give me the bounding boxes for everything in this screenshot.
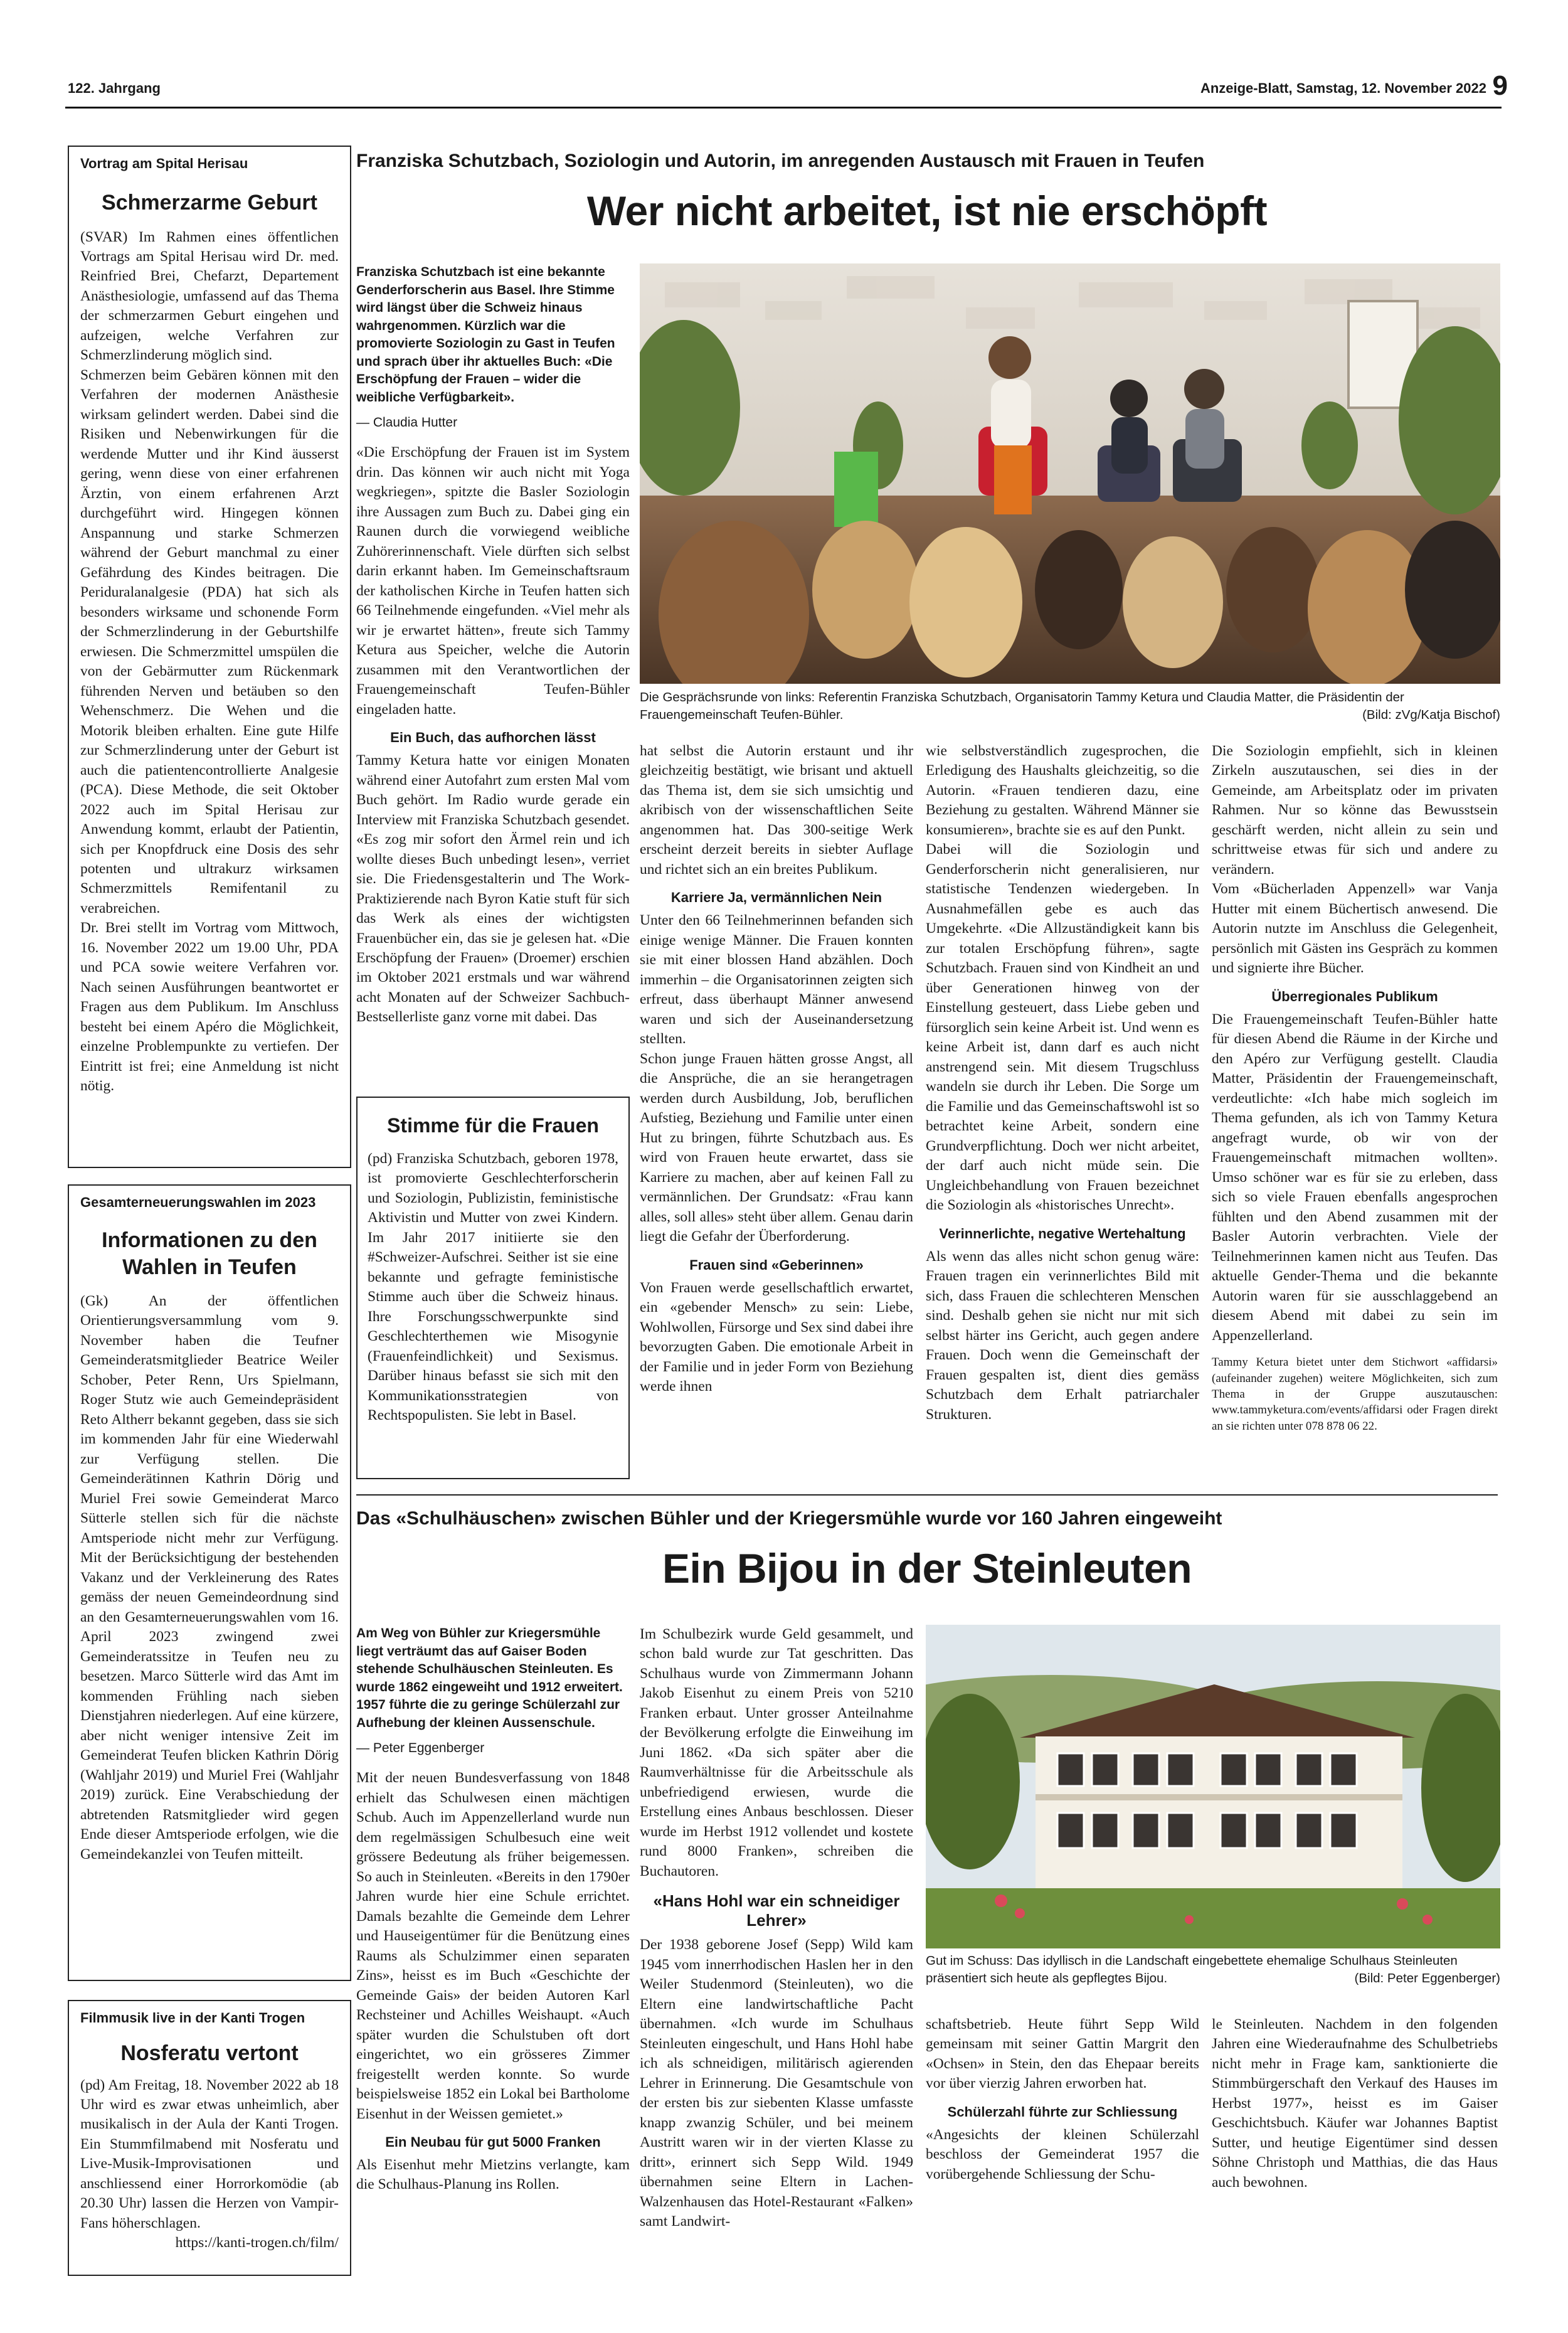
- photo-illustration: [926, 1625, 1500, 1948]
- subheading: Frauen sind «Geberinnen»: [689, 1257, 864, 1273]
- paragraph: Die Frauengemeinschaft Teufen-Bühler hatte für diesen Abend die Räume in der Kirche und den Apéro zur Verfügung gestellt. Claudia Matter, Präsidentin der Frauengemeinschaft, verdeutlichte: «Ich habe mich sogleich im Thema gefunden, als ich von Tammy Ketura angefragt wurde, ob wir von der Frauengemeinschaft mitmachen wollten». Umso schöner war es für sie zu erleben, dass sich so viele Frauen ebenfalls angesprochen fühlten und den Abend zusammen mit der Basler Autorin verbrachten. Viele der Teilnehmerinnen kamen nicht aus Teufen. Das aktuelle Gender-Thema und die bekannte Autorin waren für sie ausschlaggebend an diesem Abend mit dabei zu sein im Appenzellerland.: [1212, 1011, 1498, 1344]
- photo-caption: [640, 689, 1500, 724]
- photo-illustration: [640, 263, 1500, 684]
- subheading: Schülerzahl führte zur Schliessung: [947, 2103, 1178, 2120]
- photo-conversation-round: [640, 263, 1500, 684]
- paragraph: Mit der neuen Bundesverfassung von 1848 erhielt das Schulwesen einen mächtigen Schub. Auch im Appenzellerland wurde nun dem regelmässigen Schulbesuch eine weit grössere Bedeutung als früher beigemessen. So auch in Steinleuten. «Bereits in den 1790er Jahren wurde hier eine Schule errichtet. Damals bezahlte die Gemeinde dem Lehrer und Hauseigentümer für die Benützung eines Raums als Schulzimmer einen separaten Zins», heisst es im Buch «Geschichte der Gemeinde Gais» der beiden Autoren Karl Rechsteiner und Achilles Weishaupt. «Auch später wurden die Schulstuben oft dort eingerichtet, wo ein grösseres Zimmer freigestellt werden konnte. So wurde beispielsweise 1852 ein Lokal bei Bartholome Eisenhut in der Weissen gemietet.»: [356, 1770, 630, 2122]
- subheading: «Hans Hohl war ein schneidiger Lehrer»: [653, 1891, 900, 1930]
- paragraph: Vom «Bücherladen Appenzell» war Vanja Hutter mit einem Büchertisch anwesend. Die Autorin nutzte im Anschluss die Gelegenheit, persönlich mit Gästen ins Gespräch zu kommen und signierte ihre Bücher.: [1212, 881, 1498, 977]
- byline: — Peter Eggenberger: [356, 1741, 485, 1756]
- photo-caption: [926, 1952, 1500, 1987]
- caption-text: Gut im Schuss: Das idyllisch in die Landschaft eingebettete ehemalige Schulhaus Steinleuten präsentiert sich heute als gepflegtes Bijou.: [926, 1953, 1458, 1985]
- sidebar-box-elections: [68, 1184, 351, 1981]
- subheading: Ein Buch, das aufhorchen lässt: [390, 730, 596, 746]
- page-number: 9: [1492, 70, 1508, 101]
- paragraph: hat selbst die Autorin erstaunt und ihr gleichzeitig bestätigt, wie brisant und aktuell das Thema ist, dem sie sich umsichtig und akribisch von der wissenschaftlichen Seite angenommen hat. Das 300-seitige Werk erscheint derzeit bereits in siebter Auflage und richtet sich an ein breites Publikum.: [640, 743, 913, 878]
- paragraph: Unter den 66 Teilnehmerinnen befanden sich einige wenige Männer. Die Frauen konnten sie mit einer blossen Hand abzählen. Doch immerhin – die Organisatorinnen zeigten sich erfreut, dass überhaupt Männer anwesend waren und sich der Auseinandersetzung stellten.: [640, 912, 913, 1048]
- byline: — Claudia Hutter: [356, 415, 458, 430]
- infobox-title: Stimme für die Frauen: [387, 1114, 599, 1137]
- paragraph: Die Soziologin empfiehlt, sich in kleinen Zirkeln auszutauschen, sei dies in der Gemeinde, am Arbeitsplatz oder im privaten Rahmen. Nur so könne das Bewusstsein geschärft werden, nicht allein zu sein und schrittweise etwas für sich und andere zu verändern.: [1212, 743, 1498, 878]
- article-kicker: Das «Schulhäuschen» zwischen Bühler und der Kriegersmühle wurde vor 160 Jahren eingeweiht: [356, 1508, 1222, 1529]
- paragraph: Tammy Ketura hatte vor einigen Monaten während einer Autofahrt zum ersten Mal vom Buch gehört. Im Radio wurde gerade ein Interview mit Franziska Schutzbach gesendet. «Es zog mir sofort den Ärmel rein und ich wollte dieses Buch unbedingt lesen», verriet sie. Die Friedensgestalterin und The Work-Praktizierende nach Byron Katie stuft für sich das Werk als eines der wichtigsten Frauenbücher ein, das sie je gelesen hat. «Die Erschöpfung der Frauen» (Droemer) erschien im Oktober 2021 erstmals und war während acht Monaten auf der Schweizer Sachbuch-Bestsellerliste ganz vorne mit dabei. Das: [356, 752, 630, 1026]
- subheading: Karriere Ja, vermännlichen Nein: [670, 890, 882, 906]
- paragraph: «Die Erschöpfung der Frauen ist im System drin. Das können wir auch nicht mit Yoga wegkriegen», spitzte die Basler Soziologin ihre Aussagen zum Buch zu. Dabei ging ein Raunen durch die vorwiegend weibliche Zuhörerinnenschaft. Viele dürften sich selbst darin erkannt haben. Im Gemeinschaftsraum der katholischen Kirche in Teufen hatten sich 66 Teilnehmende eingefunden. «Viel mehr als wir je erwartet hätten», freute sich Tammy Ketura aus Speicher, welche die Autorin zusammen mit den Verantwortlichen der Frauengemeinschaft Teufen-Bühler eingeladen hatte.: [356, 444, 630, 718]
- paragraph: Von Frauen werde gesellschaftlich erwartet, ein «gebender Mensch» zu sein: Liebe, Wohlwollen, Fürsorge und Sex sind dabei ihre bevorzugten Gaben. Die emotionale Arbeit in der Familie und in jeder Form von Beziehung werde ihnen: [640, 1279, 913, 1395]
- sidebar-box-nosferatu: [68, 2000, 351, 2276]
- article-kicker: Franziska Schutzbach, Soziologin und Autorin, im anregenden Austausch mit Frauen in Teufen: [356, 151, 1205, 171]
- paragraph: Dabei will die Soziologin und Genderforscherin nicht generalisieren, nur statistische Tendenzen wiedergeben. In Ausnahmefällen gebe es auch das Umgekehrte. «Die Allzuständigkeit kann bis zur totalen Erschöpfung führen», sagte Schutzbach. Frauen sind von Kindheit an und über Generationen hinweg von der Einstellung gesteuert, dass Liebe geben und fürsorglich sein keine Arbeit ist. Und wenn es keine Arbeit ist, dann darf es auch nicht anstrengend sein. Mit diesem Trugschluss wandeln sie durch ihr Leben. Die Sorge um die Familie und das Gemeinschaftswohl ist so betrachtet keine Arbeit, sondern eine Grundverpflichtung. Doch wer nicht arbeitet, der darf auch nicht müde sein. Die Ungleichbehandlung von Frauen bezeichnet die Soziologin als «historisches Unrecht».: [926, 841, 1199, 1214]
- paragraph: (pd) Am Freitag, 18. November 2022 ab 18 Uhr wird es zwar etwas unheimlich, aber musikalisch in der Aula der Kanti Trogen. Ein Stummfilmabend mit Nosferatu und Live-Musik-Improvisationen und anschliessend einer Horrorkomödie (ab 20.30 Uhr) lassen die Herzen von Vampir-Fans höherschlagen.: [80, 2076, 339, 2231]
- paragraph: Schon junge Frauen hätten grosse Angst, all die Ansprüche, die an sie herangetragen werden durch Ausbildung, Job, beruflichen Aufstieg, Beziehung und Familie unter einen Hut zu bringen, führte Schutzbach aus. Es wird von Frauen heute erwartet, dass sie Karriere zu machen, aber auf keinen Fall zu vermännlichen. Der Grundsatz: «Frau kann alles, soll alles» steht über allem. Genau darin liegt die Gefahr der Überforderung.: [640, 1050, 913, 1245]
- paragraph: Schmerzen beim Gebären können mit den Verfahren der modernen Anästhesie wirksam gelindert werden. Dabei sind die Risiken und Nebenwirkungen für die werdende Mutter und ihr Kind äusserst gering, wenn diese von einer erfahrenen Ärztin, von einem erfahrenen Arzt durchgeführt wird. Hingegen können Anspannung und starke Schmerzen während der Geburt manchmal zu einer Gefährdung des Kindes beitragen. Die Periduralanalgesie (PDA) hat sich als besonders wirksame und schonende Form der Schmerzlinderung in der Geburtshilfe erwiesen. Die Schmerzmittel umspülen die von der Gebärmutter zum Rückenmark führenden Nerven und betäuben so den Wehenschmerz. Die Wehen und die Motorik bleiben erhalten. Eine gute Hilfe zur Schmerzlinderung unter der Geburt ist auch die patientencontrollierte Analgesie (PCA). Diese Methode, die seit Oktober 2022 auch im Spital Herisau zur Anwendung kommt, erlaubt der Patientin, sich per Knopfdruck eine Dosis des sehr potenten und ultrakurz wirksamen Schmerzmittels Remifentanil zu verabreichen.: [80, 366, 339, 917]
- caption-text: Die Gesprächsrunde von links: Referentin Franziska Schutzbach, Organisatorin Tammy Ketura und Claudia Matter, die Präsidentin der Frauengemeinschaft Teufen-Bühler.: [640, 690, 1404, 722]
- article-divider: [356, 1494, 1498, 1496]
- volume-label: 122. Jahrgang: [68, 80, 161, 96]
- article-lede: Franziska Schutzbach ist eine bekannte Genderforscherin aus Basel. Ihre Stimme wird längst über die Schweiz hinaus wahrgenommen. Kürzlich war die promovierte Soziologin zu Gast in Teufen und sprach über ihr aktuelles Buch: «Die Erschöpfung der Frauen – wider die weibliche Verfügbarkeit».: [356, 265, 615, 405]
- box-title: Schmerzarme Geburt: [102, 191, 317, 215]
- photo-credit: (Bild: Peter Eggenberger): [1354, 1970, 1500, 1985]
- box-kicker: Vortrag am Spital Herisau: [80, 156, 248, 171]
- paragraph: Als wenn das alles nicht schon genug wäre: Frauen tragen ein verinnerlichtes Bild mit sich, dass Frauen die schlechteren Menschen sind. Deshalb gehen sie nicht nur mit sich selbst härter ins Gericht, auch gegen andere Frauen. Doch wenn die Gemeinschaft der Frauen gespalten ist, dient dies gemäss Schutzbach dem Erhalt patriarchaler Strukturen.: [926, 1248, 1199, 1423]
- article-headline: Wer nicht arbeitet, ist nie erschöpft: [586, 188, 1268, 234]
- box-title: Informationen zu den Wahlen in Teufen: [102, 1228, 317, 1279]
- paragraph: (SVAR) Im Rahmen eines öffentlichen Vortrags am Spital Herisau wird Dr. med. Reinfried Brei, Chefarzt, Departement Anästhesiologie, umfassend auf das Thema der schmerzarmen Geburt eingehen und aufzeigen, welche Verfahren zur Schmerzlinderung möglich sind.: [80, 228, 339, 364]
- paragraph: (pd) Franziska Schutzbach, geboren 1978, ist promovierte Geschlechterforscherin und Soziologin, Publizistin, feministische Aktivistin und Mutter von zwei Kindern. Im Jahr 2017 initiierte sie den #Schweizer-Aufschrei. Seither ist sie eine bekannte und gefragte feministische Stimme auch über die Schweiz hinaus. Ihre Forschungsschwerpunkte sind Geschlechterthemen wie Misogynie (Frauenfeindlichkeit) und Sexismus. Darüber hinaus befasst sie sich mit den Kommunikationsstrategien von Rechtspopulisten. Sie lebt in Basel.: [368, 1151, 618, 1424]
- paragraph: Der 1938 geborene Josef (Sepp) Wild kam 1945 vom innerrhodischen Haslen her in den Weiler Studenmord (Steinleuten), wo die Eltern eine landwirtschaftliche Pacht übernahmen. «Ich wurde im Schulhaus Steinleuten eingeschult, und Hans Hohl habe ich als schneidigen, militärisch agierenden Lehrer in Erinnerung. Die Gesamtschule von der ersten bis zur siebenten Klasse umfasste knapp zwanzig Schüler, und bei meinem Austritt waren wir in der vierten Klasse zu dritt», erinnert sich Sepp Wild. 1949 übernahmen seine Eltern in Lachen-Walzenhausen das Hotel-Restaurant «Falken» samt Landwirt-: [640, 1937, 913, 2230]
- paper-date: Anzeige-Blatt, Samstag, 12. November 2022: [1200, 80, 1486, 96]
- paragraph: wie selbstverständlich zugesprochen, die Erledigung des Haushalts gleichzeitig, so die Autorin. «Frauen tendieren dazu, eine Beziehung zu gestalten. Während Männer sie konsumieren», brachte sie es auf den Punkt.: [926, 743, 1199, 838]
- article-lede: Am Weg von Bühler zur Kriegersmühle liegt verträumt das auf Gaiser Boden stehende Schulhäuschen Steinleuten. Es wurde 1862 eingeweiht und 1912 erweitert. 1957 führte die zu geringe Schülerzahl zur Aufhebung der kleinen Aussenschule.: [356, 1626, 623, 1730]
- masthead-rule: [65, 107, 1502, 109]
- paragraph: Als Eisenhut mehr Mietzins verlangte, kam die Schulhaus-Planung ins Rollen.: [356, 2157, 630, 2193]
- paragraph: schaftsbetrieb. Heute führt Sepp Wild gemeinsam mit seiner Gattin Margrit den «Ochsen» in Stein, den das Ehepaar bereits vor über vierzig Jahren erworben hat.: [926, 2016, 1199, 2092]
- box-title: Nosferatu vertont: [120, 2041, 299, 2065]
- photo-credit: (Bild: zVg/Katja Bischof): [1362, 707, 1500, 722]
- subheading: Ein Neubau für gut 5000 Franken: [385, 2134, 601, 2150]
- subheading: Verinnerlichte, negative Wertehaltung: [939, 1225, 1186, 1241]
- paragraph: «Angesichts der kleinen Schülerzahl beschloss der Gemeinderat 1957 die vorübergehende Schliessung der Schu-: [926, 2126, 1199, 2182]
- sidebar-box-birth-lecture: [68, 146, 351, 1168]
- box-kicker: Gesamterneuerungswahlen im 2023: [80, 1194, 316, 1210]
- paragraph: Dr. Brei stellt im Vortrag vom Mittwoch, 16. November 2022 um 19.00 Uhr, PDA und PCA sowie weitere Verfahren vor. Nach seinen Ausführungen beantwortet er Fragen aus dem Publikum. Im Anschluss besteht bei einem Apéro die Möglichkeit, einzelne Problempunkte zu vertiefen. Der Eintritt ist frei; eine Anmeldung ist nicht nötig.: [80, 920, 339, 1095]
- box-kicker: Filmmusik live in der Kanti Trogen: [80, 2010, 305, 2026]
- link-url[interactable]: https://kanti-trogen.ch/film/: [175, 2235, 339, 2251]
- article-headline: Ein Bijou in der Steinleuten: [662, 1545, 1192, 1592]
- paragraph: (Gk) An der öffentlichen Orientierungsversammlung vom 9. November haben die Teufner Gemeinderatsmitglieder Beatrice Weiler Schober, Peter Renn, Urs Spielmann, Roger Stutz wie auch Gemeindepräsident Reto Altherr bekannt gegeben, dass sie sich im kommenden Jahr für eine Wiederwahl zur Verfügung stellen. Die Gemeinderätinnen Kathrin Dörig und Muriel Frei sowie Gemeinderat Marco Sütterle stellen sich für die nächste Amtsperiode nicht mehr zur Verfügung. Mit der Berücksichtigung der bestehenden Vakanz und der Verkleinerung des Rates gemäss der neuen Gemeindeordnung sind an den Gesamterneuerungswahlen vom 16. April 2023 zwingend zwei Gemeinderatssitze in Teufen neu zu besetzen. Marco Sütterle wird das Amt im kommenden Frühling nach sieben Dienstjahren niederlegen. Auf eine kürzere, aber nicht weniger intensive Zeit im Gemeinderat Teufen blicken Kathrin Dörig (Wahljahr 2019) und Muriel Frei (Wahljahr 2019) zurück. Eine Verabschiedung der abtretenden Ratsmitglieder wird gegen Ende dieser Amtsperiode erfolgen, wie die Gemeindekanzlei von Teufen mitteilt.: [80, 1293, 339, 1863]
- infobox-voice-for-women: [356, 1097, 630, 1479]
- subheading: Überregionales Publikum: [1271, 988, 1438, 1004]
- paragraph: le Steinleuten. Nachdem in den folgenden Jahren eine Wiederaufnahme des Schulbetriebs nicht mehr in Frage kam, sanktionierte die Stimmbürgerschaft den Verkauf des Hauses im Herbst 1977», heisst es im Gaiser Geschichtsbuch. Käufer war Johannes Baptist Sutter, und heutige Eigentümer sind dessen Söhne Christoph und Matthias, die das Haus auch bewohnen.: [1212, 2016, 1498, 2191]
- paragraph: Im Schulbezirk wurde Geld gesammelt, und schon bald wurde zur Tat geschritten. Das Schulhaus wurde von Zimmermann Johann Jakob Eisenhut zu einem Preis von 5210 Franken erbaut. Unter grosser Anteilnahme der Bevölkerung erfolgte die Einweihung im Juni 1862. «Da sich später aber die Raumverhältnisse für die Arbeitsschule als unbefriedigend erwiesen, wurde die Erstellung eines Anbaus beschlossen. Dieser wurde im Herbst 1912 vollendet und kostete rund 8000 Franken», schreiben die Buchautoren.: [640, 1626, 913, 1879]
- photo-schoolhouse: [926, 1625, 1500, 1948]
- author-note: Tammy Ketura bietet unter dem Stichwort «affidarsi» (aufeinander zugehen) weitere Möglichkeiten, sich zum Thema in der Gruppe auszutauschen: www.tammyketura.com/events/affidarsi oder Fragen direkt an sie richten unter 078 878 06 22.: [1212, 1356, 1498, 1433]
